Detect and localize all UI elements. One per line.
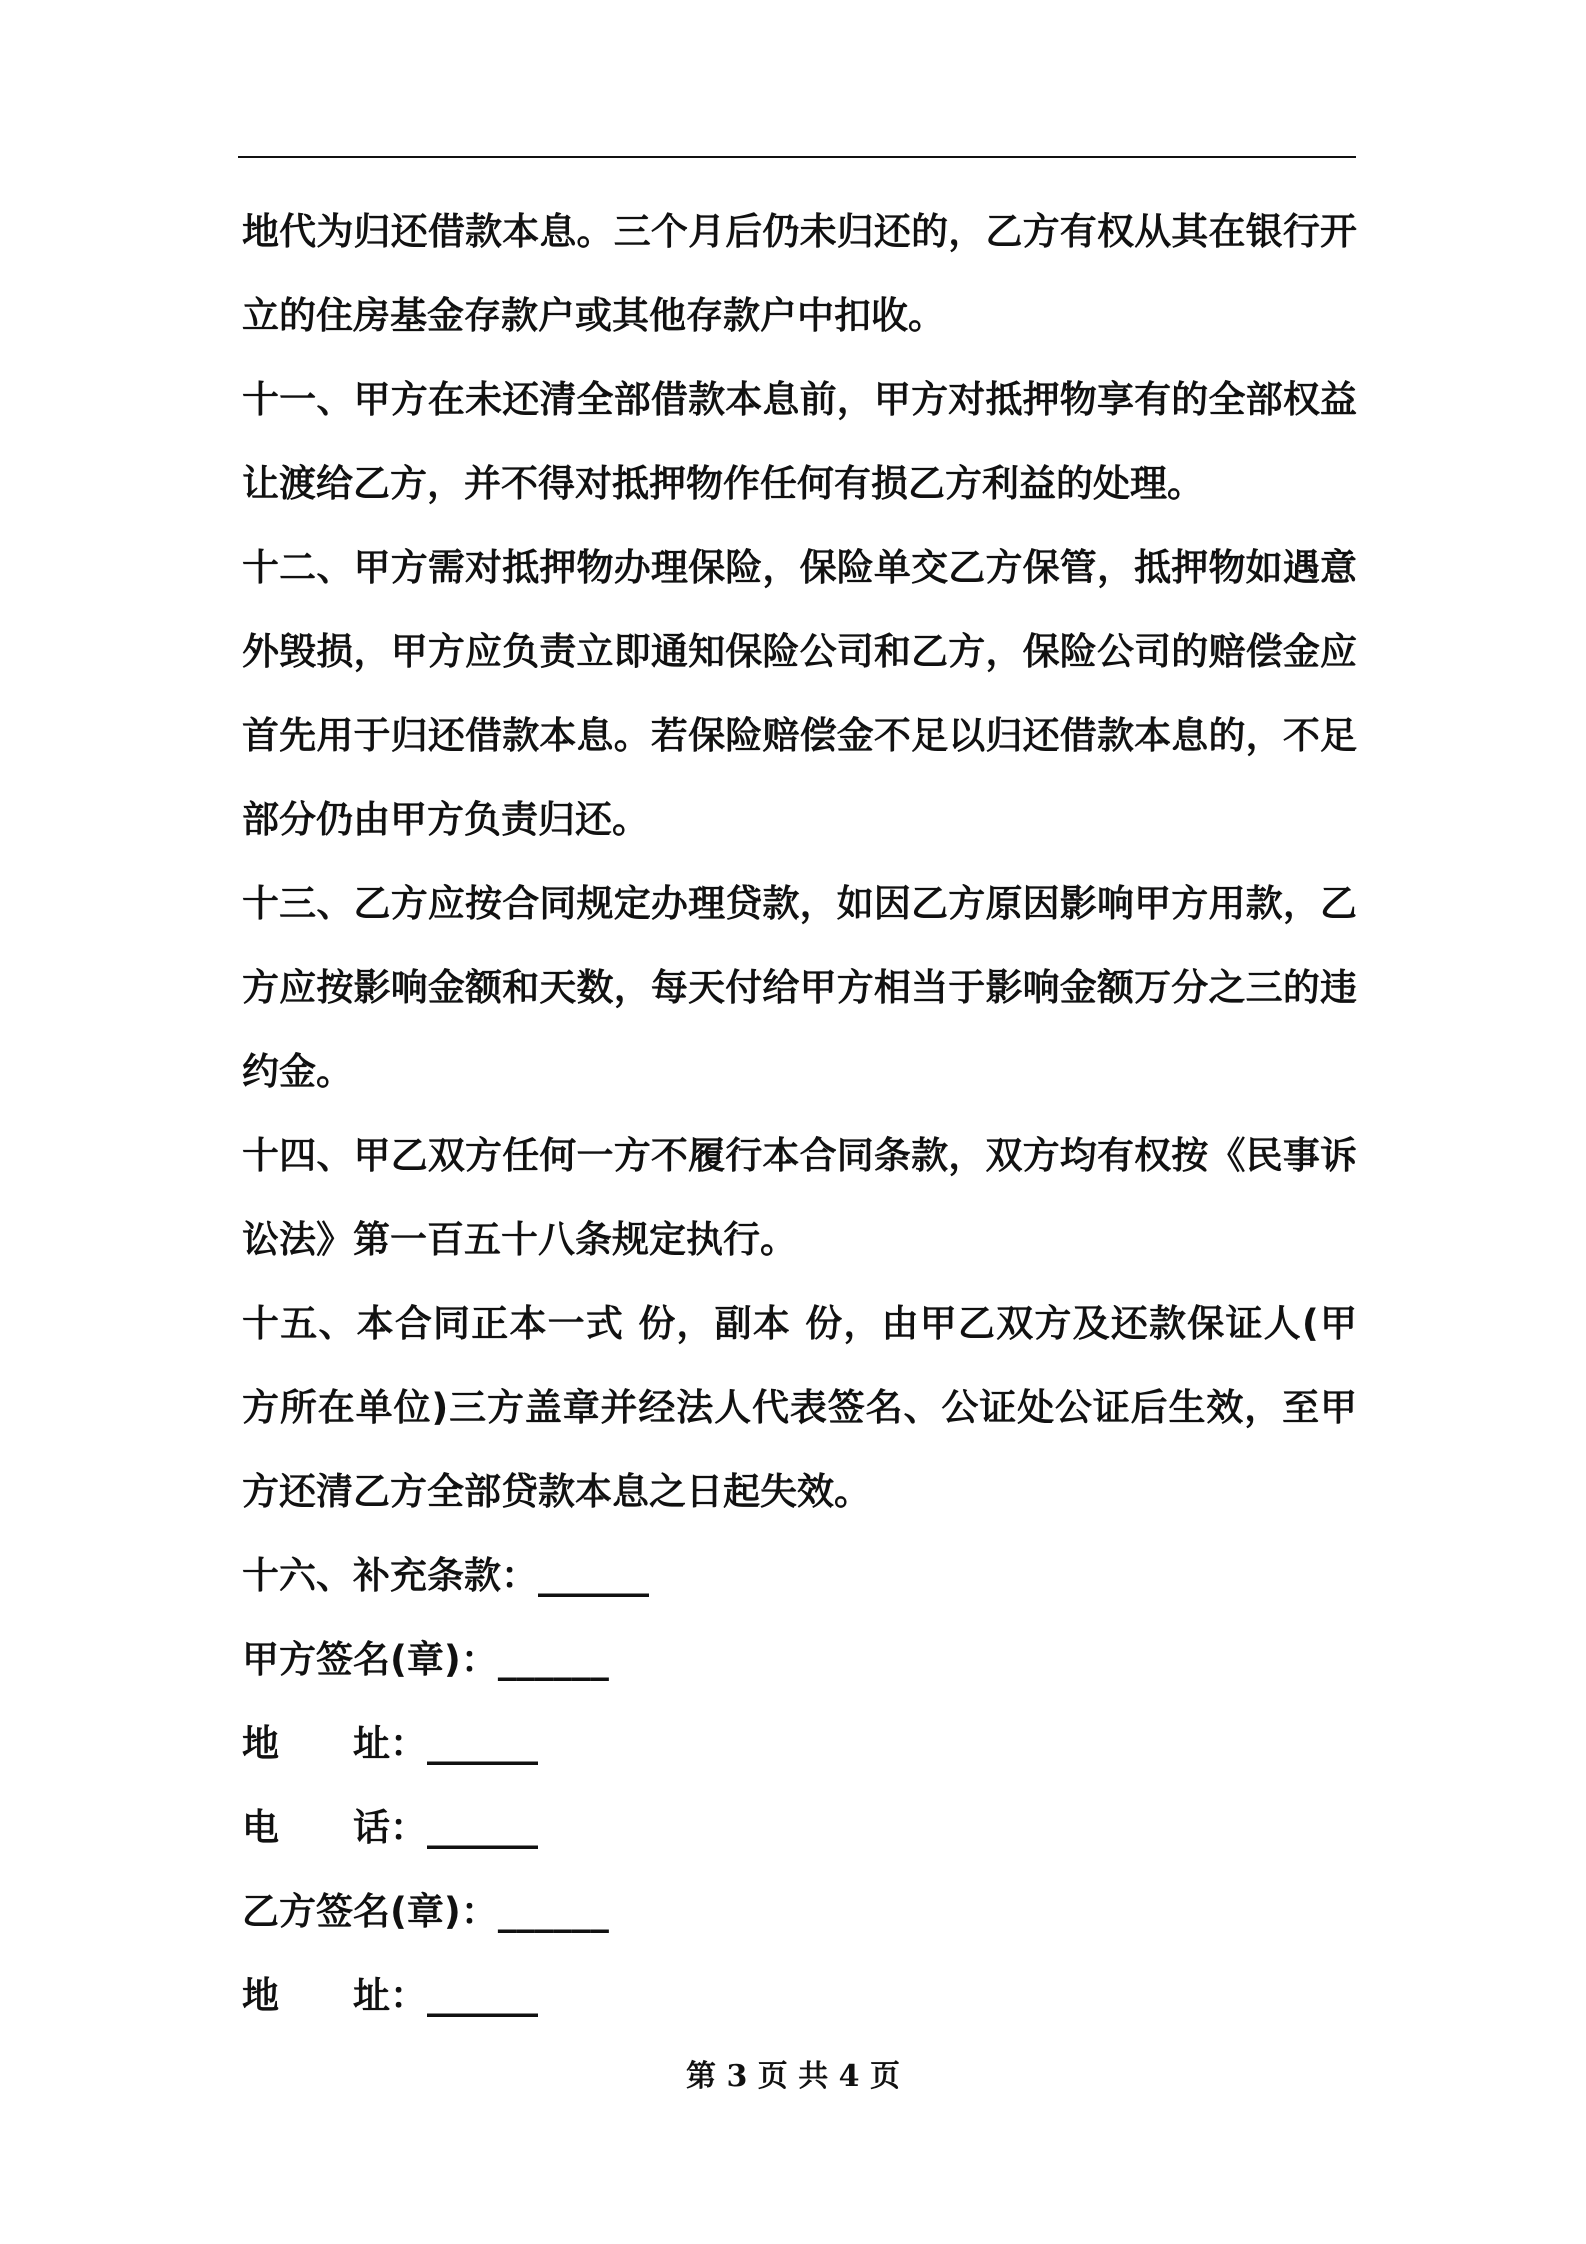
- supplementary-terms-line: 十六、补充条款：______: [242, 1554, 649, 1597]
- party-a-phone-line: 电 话：______: [242, 1806, 538, 1849]
- party-a-signature-line: 甲方签名(章)：______: [242, 1638, 609, 1681]
- paragraph-clause-14: 十四、甲乙双方任何一方不履行本合同条款，双方均有权按《民事诉讼法》第一百五十八条规定执行。: [242, 1134, 1357, 1261]
- page-number: 第 3 页 共 4 页: [686, 2059, 900, 2094]
- paragraph-clause-11: 十一、甲方在未还清全部借款本息前，甲方对抵押物享有的全部权益让渡给乙方，并不得对抵押物作任何有损乙方利益的处理。: [242, 378, 1357, 505]
- party-b-signature-line: 乙方签名(章)：______: [242, 1890, 609, 1933]
- paragraph-clause-12: 十二、甲方需对抵押物办理保险，保险单交乙方保管，抵押物如遇意外毁损，甲方应负责立即通知保险公司和乙方，保险公司的赔偿金应首先用于归还借款本息。若保险赔偿金不足以归还借款本息的，不足部分仍由甲方负责归还。: [242, 546, 1357, 841]
- header-rule: [238, 156, 1356, 158]
- paragraph-clause-10-continued: 地代为归还借款本息。三个月后仍未归还的，乙方有权从其在银行开立的住房基金存款户或其他存款户中扣收。: [242, 210, 1357, 337]
- party-b-address-line: 地 址：______: [242, 1974, 538, 2017]
- paragraph-clause-13: 十三、乙方应按合同规定办理贷款，如因乙方原因影响甲方用款，乙方应按影响金额和天数，每天付给甲方相当于影响金额万分之三的违约金。: [242, 882, 1357, 1093]
- party-a-address-line: 地 址：______: [242, 1722, 538, 1765]
- paragraph-clause-15: 十五、本合同正本一式 份，副本 份，由甲乙双方及还款保证人(甲方所在单位)三方盖章并经法人代表签名、公证处公证后生效，至甲方还清乙方全部贷款本息之日起失效。: [242, 1302, 1357, 1513]
- document-body: [242, 190, 1357, 2038]
